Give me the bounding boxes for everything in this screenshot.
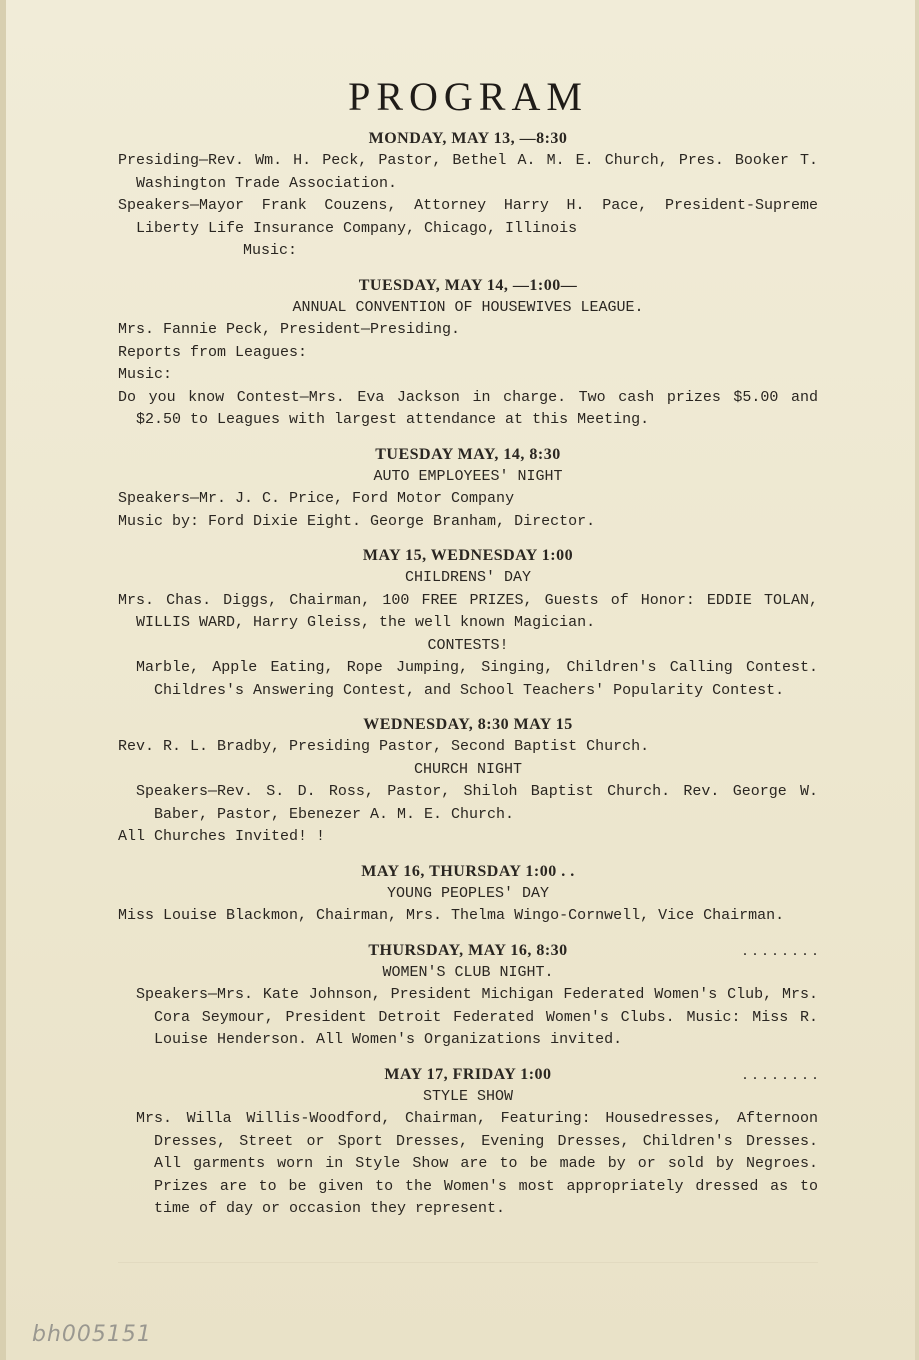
catalog-number: bh005151 xyxy=(32,1322,152,1347)
page-edge-right xyxy=(915,0,919,1360)
section-line: Mrs. Fannie Peck, President—Presiding. xyxy=(118,321,461,338)
section-line: Speakers—Mr. J. C. Price, Ford Motor Company xyxy=(118,490,515,507)
section-subtitle-church-night: CHURCH NIGHT xyxy=(413,760,523,778)
section-subtitle: STYLE SHOW xyxy=(422,1087,513,1105)
section-line: Music by: Ford Dixie Eight. George Branham, Director. xyxy=(118,512,596,530)
section-heading: MAY 16, THURSDAY 1:00 . . xyxy=(361,862,575,880)
section-line: Do you know Contest—Mrs. Eva Jackson in charge. Two cash prizes $5.00 and $2.50 to Leagues with largest attendance at this Meeting. xyxy=(118,388,818,428)
section-heading: MAY 15, WEDNESDAY 1:00 xyxy=(362,547,574,564)
section-subtitle: YOUNG PEOPLES' DAY xyxy=(386,884,550,902)
section-line: Rev. R. L. Bradby, Presiding Pastor, Second Baptist Church. xyxy=(118,738,650,755)
section-subtitle: CHILDRENS' DAY xyxy=(404,569,532,586)
section-subtitle-contests: CONTESTS! xyxy=(427,636,509,654)
section-line: All Churches Invited! ! xyxy=(118,828,326,845)
section-thursday-evening xyxy=(118,940,818,1052)
section-line: Speakers—Mayor Frank Couzens, Attorney Harry H. Pace, President-Supreme Liberty Life Insurance Company, Chicago, Illinois xyxy=(118,197,818,237)
section-friday xyxy=(118,1064,818,1221)
section-heading: THURSDAY, MAY 16, 8:30 xyxy=(368,941,568,959)
section-line: Music: xyxy=(243,242,298,259)
section-heading-row xyxy=(118,1064,818,1086)
section-line: Speakers—Mrs. Kate Johnson, President Michigan Federated Women's Club, Mrs. Cora Seymour, President Detroit Federated Women's Clubs. Music: Miss R. Louise Henderson. All Women's Organizations invited. xyxy=(136,986,818,1048)
section-line: Reports from Leagues: xyxy=(118,343,308,361)
section-heading-row xyxy=(118,940,818,962)
leader-dots: . . . . . . . . xyxy=(743,941,818,959)
section-wednesday-afternoon xyxy=(118,545,818,702)
section-heading: MONDAY, MAY 13, —8:30 xyxy=(368,130,568,147)
section-line: Music: xyxy=(118,366,173,383)
section-line: Mrs. Willa Willis-Woodford, Chairman, Featuring: Housedresses, Afternoon Dresses, Street or Sport Dresses, Evening Dresses, Children's Dresses. All garments worn in Style Show are to be made by or sold by Negroes. Prizes are to be given to the Women's most appropriately dressed as to time of day or occasion they represent. xyxy=(136,1110,818,1217)
section-wednesday-evening xyxy=(118,714,818,849)
section-tuesday-afternoon xyxy=(118,275,818,432)
section-heading: TUESDAY MAY, 14, 8:30 xyxy=(375,445,561,463)
section-monday xyxy=(118,128,818,263)
section-thursday-afternoon xyxy=(118,861,818,928)
section-heading: TUESDAY, MAY 14, —1:00— xyxy=(358,276,578,294)
section-subtitle: ANNUAL CONVENTION OF HOUSEWIVES LEAGUE. xyxy=(292,298,644,316)
section-line: Speakers—Rev. S. D. Ross, Pastor, Shiloh Baptist Church. Rev. George W. Baber, Pastor, Ebenezer A. M. E. Church. xyxy=(136,783,818,823)
section-tuesday-evening xyxy=(118,444,818,534)
faint-rule xyxy=(118,1262,818,1263)
section-line: Miss Louise Blackmon, Chairman, Mrs. Thelma Wingo-Cornwell, Vice Chairman. xyxy=(118,907,785,924)
leader-dots: . . . . . . . . xyxy=(743,1065,818,1083)
section-subtitle: WOMEN'S CLUB NIGHT. xyxy=(382,963,554,981)
section-heading: WEDNESDAY, 8:30 MAY 15 xyxy=(363,716,573,733)
section-subtitle: AUTO EMPLOYEES' NIGHT xyxy=(373,467,563,485)
section-heading: MAY 17, FRIDAY 1:00 xyxy=(384,1065,552,1083)
program-content xyxy=(118,74,818,1233)
section-line: Mrs. Chas. Diggs, Chairman, 100 FREE PRIZES, Guests of Honor: EDDIE TOLAN, WILLIS WARD, Harry Gleiss, the well known Magician. xyxy=(118,591,818,631)
section-line: Marble, Apple Eating, Rope Jumping, Singing, Children's Calling Contest. Childres's Answering Contest, and School Teachers' Popularity Contest. xyxy=(136,659,818,699)
page-edge-left xyxy=(0,0,6,1360)
page-title: PROGRAM xyxy=(348,74,588,119)
section-line: Presiding—Rev. Wm. H. Peck, Pastor, Bethel A. M. E. Church, Pres. Booker T. Washington Trade Association. xyxy=(118,152,818,192)
